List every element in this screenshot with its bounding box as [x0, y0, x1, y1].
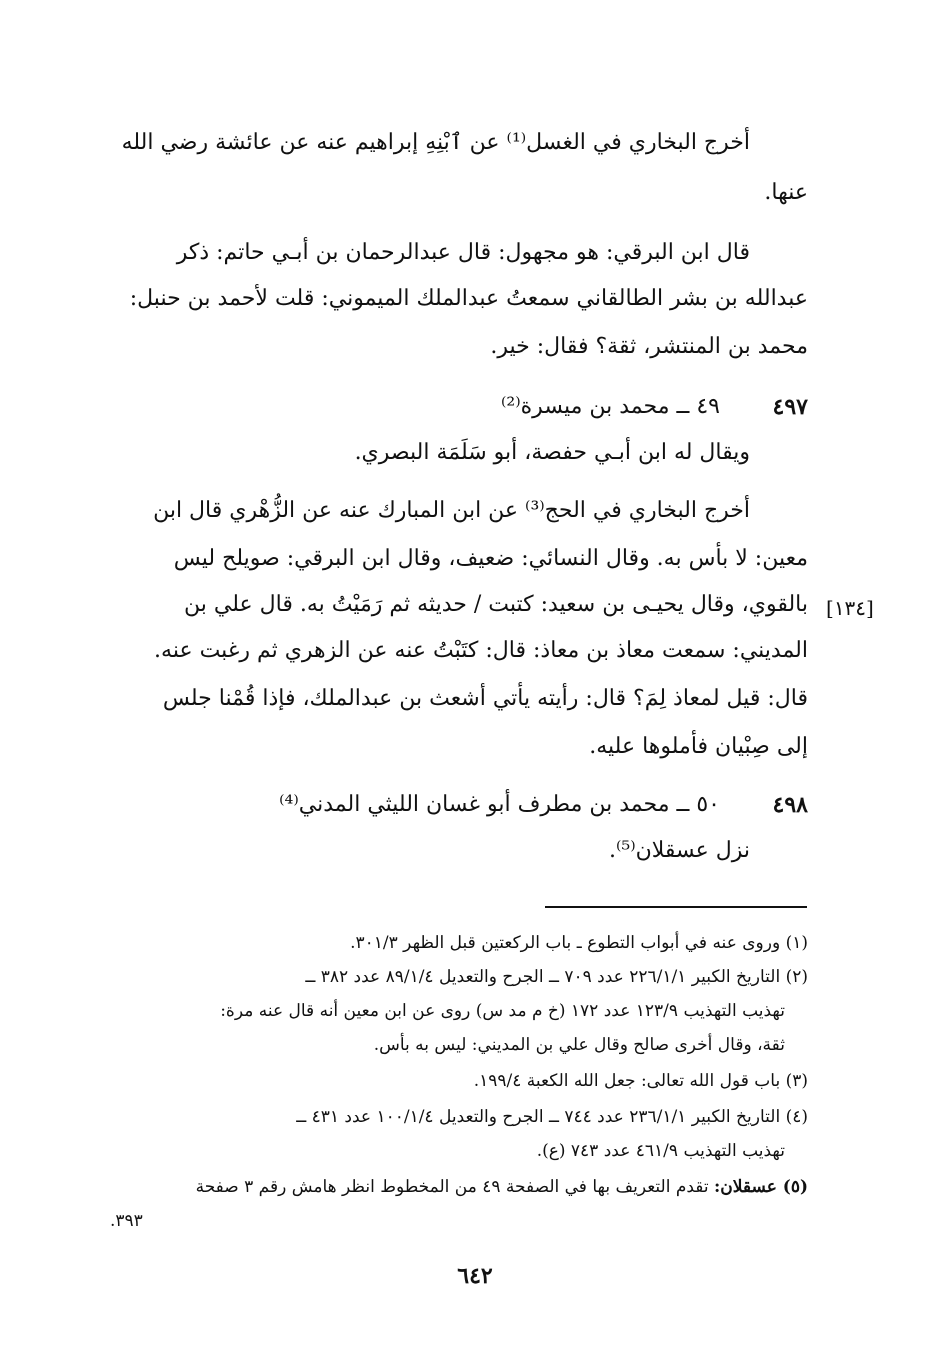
body-line: عنها.	[764, 180, 808, 205]
entry-number: ٤٩٨	[772, 792, 808, 818]
body-line: معين: لا بأس به. وقال النسائي: ضعيف، وقال ابن البرقي: صويلح ليس	[173, 546, 808, 571]
body-line: قال ابن البرقي: هو مجهول: قال عبدالرحمان بن أبـي حاتم: ذكر	[176, 240, 750, 265]
manuscript-page-marker: [١٣٤]	[826, 596, 874, 620]
footnote-5-line	[110, 1177, 808, 1197]
body-line: قال: قيل لمعاذ لِمَ؟ قال: رأيته يأتي أشعث بن عبدالملك، فإذا قُمْنا جلس	[162, 686, 808, 711]
footnote-5-text: تقدم التعريف بها في الصفحة ٤٩ من المخطوط انظر هامش رقم ٣ صفحة	[195, 1177, 709, 1197]
body-line: المديني: سمعت معاذ بن معاذ: قال: كتَبْتُ عنه عن الزهري ثم رغبت عنه.	[154, 638, 808, 663]
footnote-5-continuation: ٣٩٣.	[110, 1211, 143, 1231]
body-line: أخرج البخاري في الغسل⁽¹⁾ عن ٱبْنِهِ إبراهيم عنه عن عائشة رضي الله	[121, 130, 750, 155]
footnote-separator	[545, 906, 807, 908]
entry-heading: ٥٠ ــ محمد بن مطرف أبو غسان الليثي المدني⁽⁴⁾	[279, 792, 720, 817]
entry-number: ٤٩٧	[772, 394, 808, 420]
body-line: محمد بن المنتشر، ثقة؟ فقال: خير.	[490, 334, 808, 359]
entry-subline: نزل عسقلان⁽⁵⁾.	[608, 838, 750, 863]
entry-subline: ويقال له ابن أبـي حفصة، أبو سَلَمَة البصري.	[354, 440, 750, 465]
body-line: بالقوي، وقال يحيـى بن سعيد: كتبت / حديثه ثم رَمَيْتُ به. قال علي بن	[184, 592, 808, 617]
page-number: ٦٤٢	[457, 1263, 493, 1289]
footnote-5-label: (٥) عسقلان:	[714, 1177, 808, 1197]
footnote-4-line: تهذيب التهذيب ٤٦١/٩ عدد ٧٤٣ (ع).	[536, 1141, 785, 1161]
entry-heading: ٤٩ ــ محمد بن ميسرة⁽²⁾	[501, 394, 720, 419]
footnote-2-line: ثقة، وقال أخرى صالح وقال علي بن المديني: ليس به بأس.	[373, 1035, 785, 1055]
body-line: عبدالله بن بشر الطالقاني سمعتُ عبدالملك الميموني: قلت لأحمد بن حنبل:	[129, 286, 808, 311]
body-line: إلى صِبْيان فأملوها عليه.	[589, 734, 808, 759]
footnote-4-line: (٤) التاريخ الكبير ٢٣٦/١/١ عدد ٧٤٤ ــ الجرح والتعديل ١٠٠/١/٤ عدد ٤٣١ ــ	[296, 1107, 808, 1127]
body-line: أخرج البخاري في الحج⁽³⁾ عن ابن المبارك عنه عن الزُّهْري قال ابن	[153, 498, 750, 523]
footnote-2-line: (٢) التاريخ الكبير ٢٢٦/١/١ عدد ٧٠٩ ــ الجرح والتعديل ٨٩/١/٤ عدد ٣٨٢ ــ	[305, 967, 808, 987]
footnote-3: (٣) باب قول الله تعالى: جعل الله الكعبة ١٩٩/٤.	[473, 1071, 808, 1091]
footnote-1: (١) وروى عنه في أبواب التطوع ـ باب الركعتين قبل الظهر ٣٠١/٣.	[350, 933, 808, 953]
footnote-2-line: تهذيب التهذيب ١٢٣/٩ عدد ١٧٢ (خ م مد س) روى عن ابن معين أنه قال عنه مرة:	[220, 1001, 785, 1021]
